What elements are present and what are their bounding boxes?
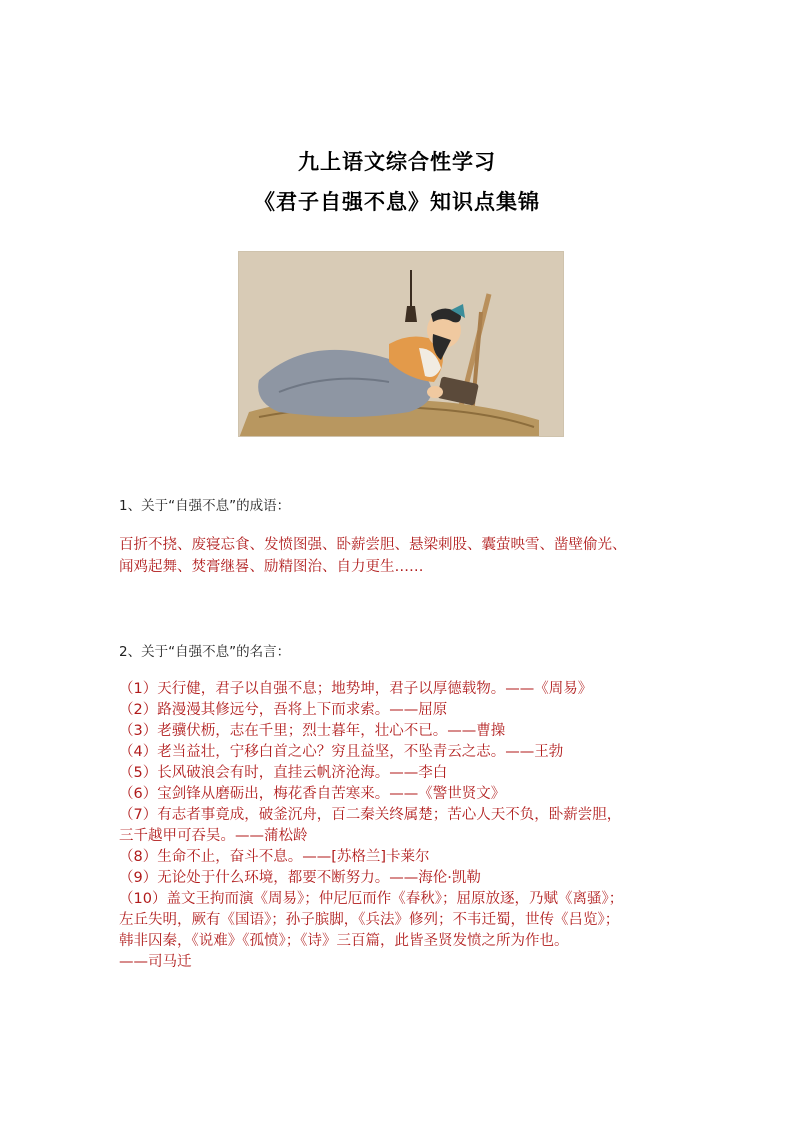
section-heading-quotes: 2、关于“自强不息”的名言： xyxy=(119,644,291,660)
quote-line: （7）有志者事竟成，破釜沉舟，百二秦关终属楚；苦心人天不负，卧薪尝胆， xyxy=(119,807,622,823)
page-title: 九上语文综合性学习 xyxy=(298,149,496,174)
quote-line: （2）路漫漫其修远兮，吾将上下而求索。——屈原 xyxy=(119,702,448,718)
page-subtitle: 《君子自强不息》知识点集锦 xyxy=(254,189,540,214)
quote-line: （1）天行健，君子以自强不息；地势坤，君子以厚德载物。——《周易》 xyxy=(119,681,593,697)
idiom-line: 百折不挠、废寝忘食、发愤图强、卧薪尝胆、悬梁刺股、囊萤映雪、凿壁偷光、 xyxy=(119,537,627,553)
quote-list xyxy=(119,679,699,973)
quote-line: （4）老当益壮，宁移白首之心？穷且益坚，不坠青云之志。——王勃 xyxy=(119,744,564,760)
illustration-scholar-studying xyxy=(238,251,564,437)
quote-line: （8）生命不止，奋斗不息。——[苏格兰]卡莱尔 xyxy=(119,849,430,865)
quote-line: 韩非囚秦，《说难》《孤愤》；《诗》三百篇，此皆圣贤发愤之所为作也。 xyxy=(119,933,569,949)
quote-line: （5）长风破浪会有时，直挂云帆济沧海。——李白 xyxy=(119,765,448,781)
section-heading-idioms: 1、关于“自强不息”的成语： xyxy=(119,498,291,514)
quote-line: （9）无论处于什么环境，都要不断努力。——海伦·凯勒 xyxy=(119,870,481,886)
quote-line: （6）宝剑锋从磨砺出，梅花香自苦寒来。——《警世贤文》 xyxy=(119,786,506,802)
quote-line: （10）盖文王拘而演《周易》；仲尼厄而作《春秋》；屈原放逐，乃赋《离骚》； xyxy=(119,891,624,907)
quote-line: （3）老骥伏枥，志在千里；烈士暮年，壮心不已。——曹操 xyxy=(119,723,506,739)
quote-line: ——司马迁 xyxy=(119,954,192,970)
quote-line: 左丘失明，厥有《国语》；孙子膑脚，《兵法》修列；不韦迁蜀，世传《吕览》； xyxy=(119,912,620,928)
idiom-line: 闻鸡起舞、焚膏继晷、励精图治、自力更生…… xyxy=(119,559,424,575)
quote-line: 三千越甲可吞吴。——蒲松龄 xyxy=(119,828,308,844)
idiom-list xyxy=(119,534,699,578)
